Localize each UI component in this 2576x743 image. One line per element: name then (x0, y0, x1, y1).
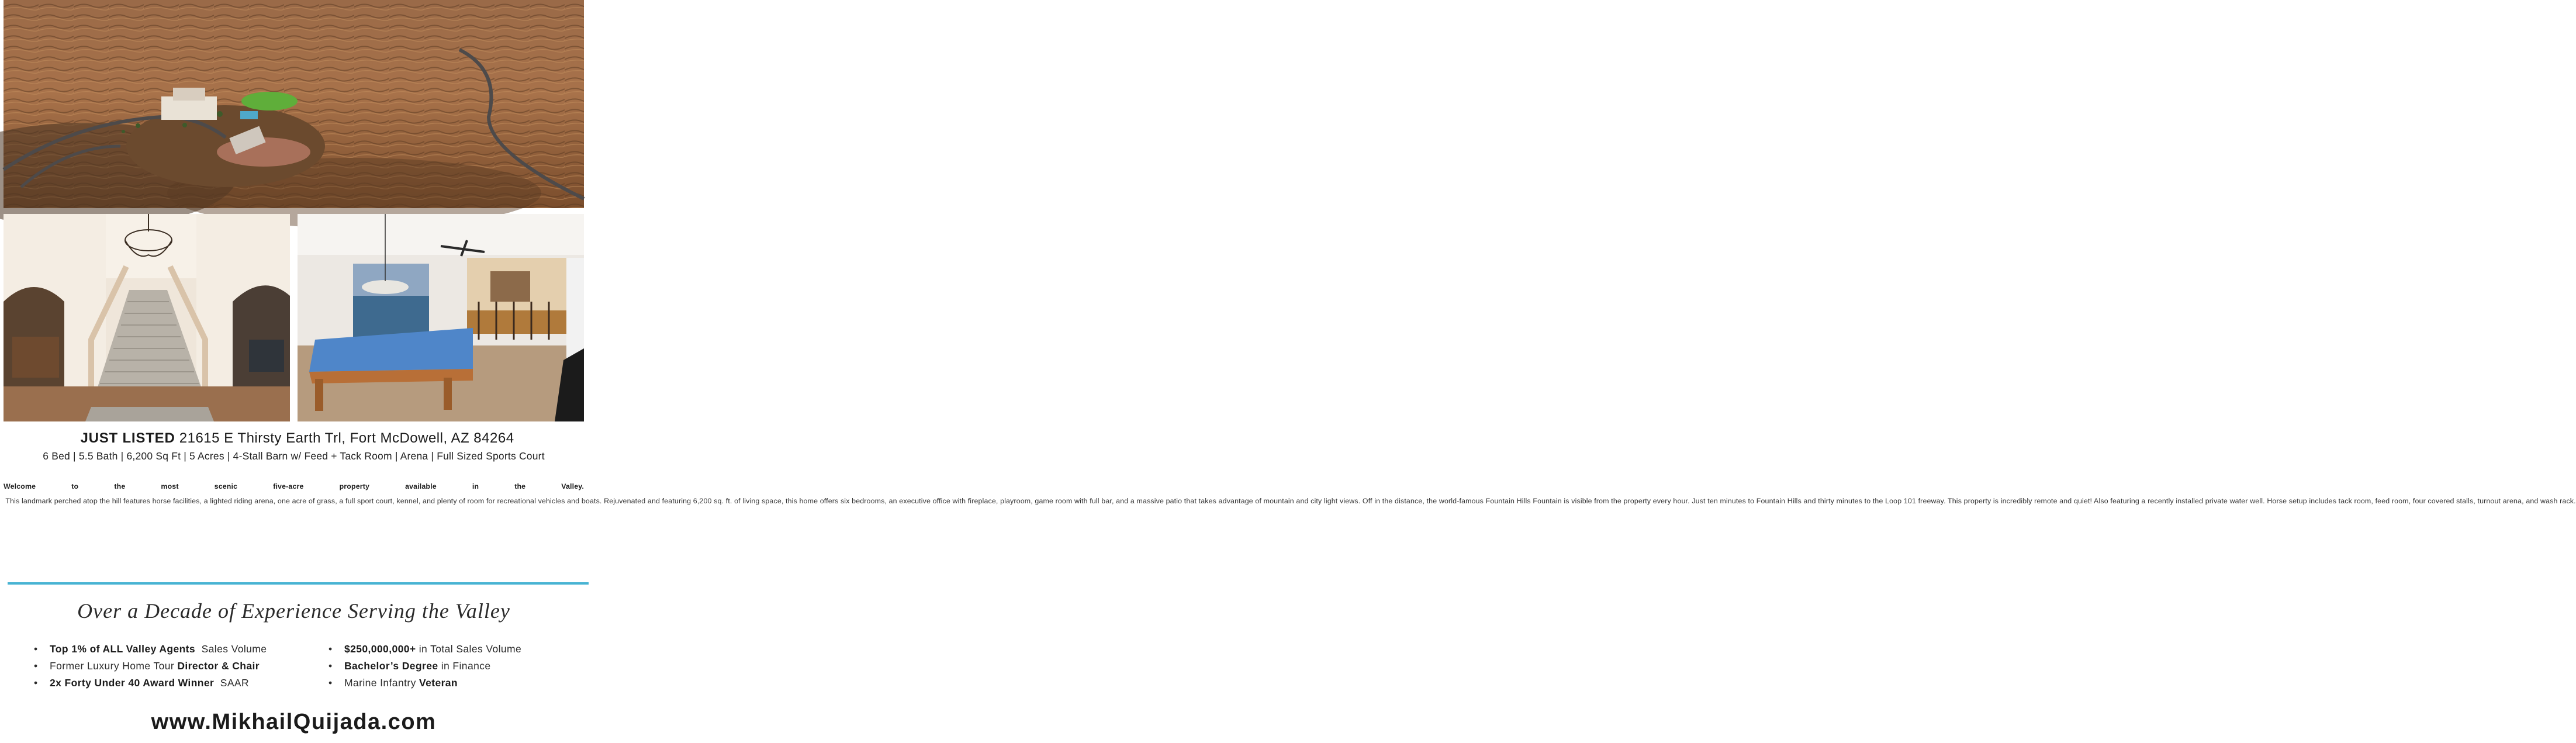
credential-item (329, 658, 521, 675)
property-description (4, 479, 2576, 508)
description-lead: Welcome to the most scenic five-acre property available in the Valley. (4, 482, 584, 490)
credential-post-text: in Total Sales Volume (416, 643, 522, 655)
bullet-icon: • (329, 643, 333, 655)
listing-headline (0, 430, 594, 447)
credential-post-text: SAAR (214, 677, 249, 689)
description-body: This landmark perched atop the hill features horse facilities, a lighted riding arena, one acre of grass, a full sport court, kennel, and plenty of room for recreational vehicles and boats. Rejuvenated and featuring 6,200 sq. ft. of living space, this home offers six bedrooms, an executive office with fireplace, playroom, game room with full bar, and a massive patio that takes advantage of mountain and city light views. Off in the distance, the world-famous Fountain Hills Fountain is visible from the property every hour. Just ten minutes to Fountain Hills and thirty minutes to the Loop 101 freeway. This property is incredibly remote and quiet! Also featuring a recently installed private water well. Horse setup includes tack room, feed room, four covered stalls, turnout arena, and wash rack. (4, 496, 2576, 505)
credential-post-text: Sales Volume (195, 643, 267, 655)
bullet-icon: • (329, 660, 333, 672)
agent-website: www.MikhailQuijada.com (151, 710, 437, 734)
credential-pre-text: Marine Infantry (344, 677, 419, 689)
credential-bold-text: 2x Forty Under 40 Award Winner (50, 677, 215, 689)
credential-item (329, 675, 521, 692)
credential-bold-text: Top 1% of ALL Valley Agents (50, 643, 196, 655)
listing-status: JUST LISTED (80, 430, 175, 446)
credential-item (34, 658, 267, 675)
credential-item (34, 675, 267, 692)
credential-bold-text: Veteran (419, 677, 458, 689)
credential-item (329, 641, 521, 658)
bullet-icon: • (34, 660, 38, 672)
bullet-icon: • (34, 643, 38, 655)
credentials-right-list (329, 641, 521, 692)
credential-bold-text: Director & Chair (177, 660, 260, 672)
hero-aerial-photo (4, 0, 584, 208)
accent-divider (8, 582, 589, 585)
experience-tagline: Over a Decade of Experience Serving the Valley (77, 599, 510, 623)
credential-bold-text: Bachelor’s Degree (344, 660, 438, 672)
bullet-icon: • (329, 677, 333, 689)
credential-bold-text: $250,000,000+ (344, 643, 416, 655)
credential-post-text: in Finance (438, 660, 491, 672)
credential-pre-text: Former Luxury Home Tour (50, 660, 178, 672)
game-room-photo (298, 214, 584, 421)
bullet-icon: • (34, 677, 38, 689)
foyer-staircase-photo (4, 214, 290, 421)
credential-item (34, 641, 267, 658)
listing-address: 21615 E Thirsty Earth Trl, Fort McDowell, AZ 84264 (179, 430, 514, 446)
listing-specs: 6 Bed | 5.5 Bath | 6,200 Sq Ft | 5 Acres | 4-Stall Barn w/ Feed + Tack Room | Arena | Full Sized Sports Court (43, 450, 545, 462)
credentials-left-list (34, 641, 267, 692)
